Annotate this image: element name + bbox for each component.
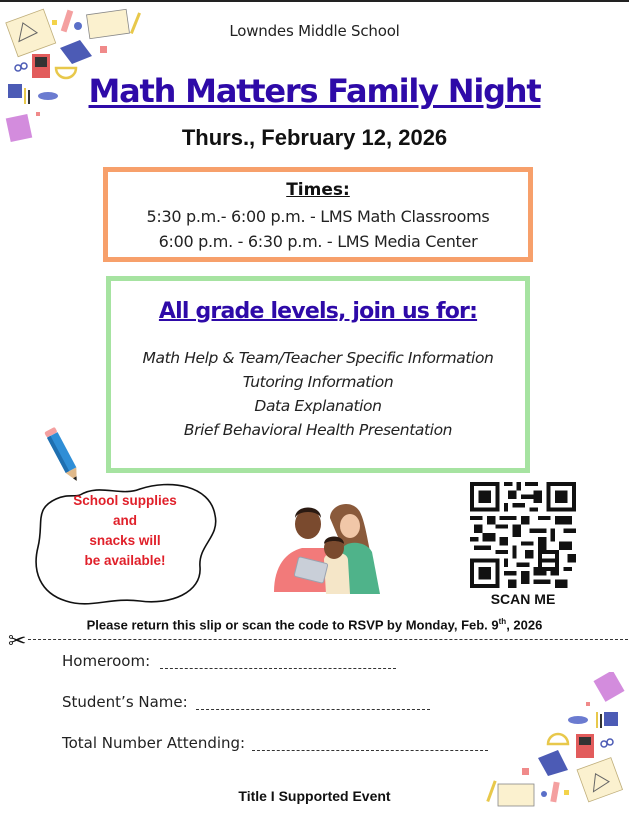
time-slot: 5:30 p.m.- 6:00 p.m. - LMS Math Classrooms [146,207,490,226]
activities-heading: All grade levels, join us for: [158,299,478,324]
student-name-field[interactable] [196,709,430,710]
homeroom-label: Homeroom: [62,652,151,670]
family-illustration [268,496,398,601]
total-attending-label: Total Number Attending: [62,734,246,752]
activity-item: Tutoring Information [242,373,394,391]
school-name: Lowndes Middle School [229,22,400,40]
footer-note: Title I Supported Event [238,788,391,804]
time-slot: 6:00 p.m. - 6:30 p.m. - LMS Media Center [158,232,478,251]
school-supplies-decoration-bottom-right [486,672,626,812]
callout-line: be available! [84,553,166,568]
activities-box [106,276,530,473]
scan-me-label: SCAN ME [490,591,556,607]
scissors-icon: ✂ [8,628,27,653]
top-border [0,0,629,2]
activity-item: Brief Behavioral Health Presentation [183,421,453,439]
rsvp-qr-code[interactable] [470,482,576,588]
total-attending-field[interactable] [252,750,488,751]
homeroom-field[interactable] [160,668,396,669]
callout-line: and [112,513,137,528]
rsvp-text-end: , 2026 [506,617,543,633]
rsvp-instructions [0,617,629,632]
times-box [103,167,533,262]
callout-line: snacks will [89,533,161,548]
supplies-callout [35,491,215,571]
rsvp-superscript: th [498,617,507,626]
activity-item: Math Help & Team/Teacher Specific Information [142,349,494,367]
callout-line: School supplies [73,493,177,508]
activity-item: Data Explanation [254,397,382,415]
event-title: Math Matters Family Night [88,72,541,110]
rsvp-text: Please return this slip or scan the code to RSVP by Monday, Feb. 9 [86,617,499,633]
cut-line [28,639,628,640]
times-heading: Times: [286,180,350,200]
event-date: Thurs., February 12, 2026 [181,125,448,150]
student-name-label: Student’s Name: [62,693,188,711]
